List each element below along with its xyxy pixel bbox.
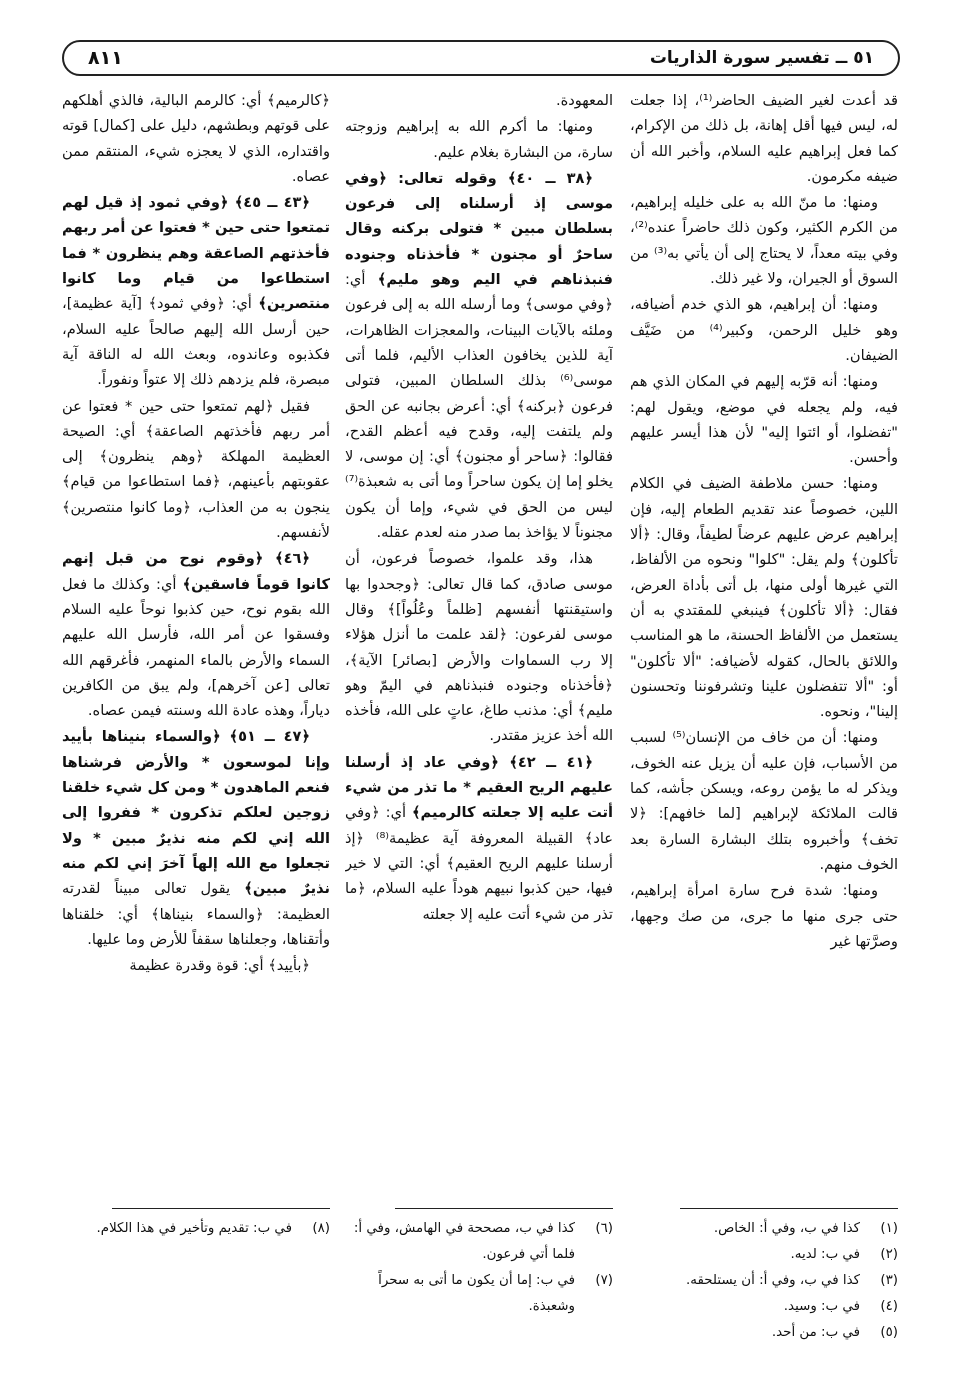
footnotes-left <box>62 1216 330 1242</box>
paragraph: ﴿كالرميم﴾ أي: كالرمم البالية، فالذي أهلكهم على قوتهم وبطشهم، دليل على [كمال] قوته واقتداره، الذي لا يعجزه شيء، المنتقم ممن عصاه. <box>62 92 330 185</box>
page-number: ٨١١ <box>88 47 123 69</box>
footnote <box>630 1268 898 1294</box>
footnote-text: كذا في ب، وفي أ: أن يستلحقه. <box>686 1273 860 1288</box>
paragraph <box>62 190 330 392</box>
footnote-number: (٤) <box>880 1299 898 1314</box>
footnote-number: (٥) <box>880 1325 898 1340</box>
footnote <box>630 1294 898 1320</box>
footnote-number: (٦) <box>595 1221 613 1236</box>
surah-title: ٥١ ــ تفسير سورة الذاريات <box>649 48 874 68</box>
footnote-number: (٧) <box>595 1273 613 1288</box>
footnote-text: في ب: لديه. <box>790 1247 860 1262</box>
commentary-text: أي: ﴿وفي موسى﴾ وما أرسله الله به إلى فرعون وملئه بالآيات البينات، والمعجزات الظاهرات، آية للذين يخافون العذاب الأليم، فلما أتى موسى⁽⁶⁾ بذلك السلطان المبين، فتولى فرعون ﴿بركنه﴾ أي: أعرض بجانبه عن الحق ولم يلتفت إليه، وقدح فيه أعظم القدح، فقالوا: ﴿ساحر أو مجنون﴾ أي: إن موسى، لا يخلو إما إن يكون ساحراً وما أتى به شعبذة⁽⁷⁾ ليس من الحق في شيء، وإما أن يكون مجنوناً لا يؤاخذ بما صدر منه لعدم عقله. <box>345 271 613 542</box>
paragraph <box>345 750 613 927</box>
footnote-rule <box>395 1208 613 1209</box>
footnote <box>630 1242 898 1268</box>
footnote-text: في ب: من أحد. <box>771 1325 860 1340</box>
footnote-text: في ب: تقديم وتأخير في هذا الكلام. <box>96 1221 292 1236</box>
commentary-text: أي: ﴿وفي عاد﴾ القبيلة المعروفة آية عظيمة⁽⁸⁾ ﴿إذ أرسلنا عليهم الريح العقيم﴾ أي: التي لا خير فيها، حين كذبوا نبيهم هوداً عليه السلام، ﴿ما تذر من شيء أتت عليه إلا جعلته <box>345 804 613 923</box>
paragraph: ومنها: ما منّ الله به على خليله إبراهيم، من الكرم الكثير، وكون ذلك حاضراً عنده⁽²⁾، وفي بيته معداً، لا يحتاج إلى أن يأتي به⁽³⁾ من السوق أو الجيران، ولا غير ذلك. <box>630 194 898 288</box>
verse-text: ﴿٤٦﴾ ﴿وقوم نوح من قبل إنهم كانوا قوماً فاسقين﴾ <box>62 550 330 593</box>
footnote-text: في ب: إما أن يكون ما أتى به سحراً وشعبذة. <box>378 1273 575 1314</box>
footnotes-right <box>630 1216 898 1346</box>
footnote-text: في ب: وسيد. <box>783 1299 860 1314</box>
paragraph: ومنها: ما أكرم الله به إبراهيم وزوجته سارة، من البشارة بغلام عليم. <box>345 118 613 161</box>
page-header <box>62 40 900 76</box>
verse-text: ﴿٤١ ــ ٤٢﴾ ﴿وفي عاد إذ أرسلنا عليهم الريح العقيم * ما تذر من شيء أتت عليه إلا جعلته كالرميم﴾ <box>345 753 613 822</box>
footnote <box>62 1216 330 1242</box>
footnote-number: (١) <box>880 1221 898 1236</box>
footnote-text: كذا في ب، وفي أ: الخاص. <box>713 1221 860 1236</box>
paragraph: ومنها: شدة فرح سارة امرأة إبراهيم، حتى جرى منها ما جرى، من صك وجهها، وصرَّتها غير <box>630 882 898 950</box>
footnote-rule <box>680 1208 898 1209</box>
footnotes-middle <box>345 1216 613 1320</box>
commentary-text: أي: وكذلك ما فعل الله بقوم نوح، حين كذبوا نوحاً عليه السلام وفسقوا عن أمر الله، فأرسل الله عليهم السماء والأرض بالماء المنهمر، فأغرقهم الله تعالى [عن آخرهم]، ولم يبق من الكافرين دياراً، وهذه عادة الله وسنته فيمن عصاه. <box>62 575 330 720</box>
paragraph <box>345 166 613 545</box>
paragraph: ومنها: أن من خاف من الإنسان⁽⁵⁾ لسبب من الأسباب، فإن عليه أن يزيل عنه الخوف، ويذكر له ما يؤمن روعه، ويسكن جأشه، كما قالت الملائكة لإبراهيم [لما خافهم]: ﴿لا تخف﴾ وأخبروه بتلك البشارة السارة بعد الخوف منهم. <box>630 729 898 873</box>
column-right <box>630 88 898 1200</box>
footnote <box>345 1268 613 1320</box>
paragraph: قد أعدت لغير الضيف الحاضر⁽¹⁾، إذا جعلت له، ليس فيها أقل إهانة، بل ذلك من الإكرام، كما فعل إبراهيم عليه السلام، وأخبر الله أن ضيفه مكرمون. <box>630 92 898 185</box>
footnote <box>630 1216 898 1242</box>
commentary-text: يقول تعالى مبيناً لقدرته العظيمة: ﴿والسماء بنيناها﴾ أي: خلقناها وأتقناها، وجعلناها سقفاً للأرض وما عليها. <box>62 880 330 948</box>
footnote <box>630 1320 898 1346</box>
paragraph: هذا، وقد علموا، خصوصاً فرعون، أن موسى صادق، كما قال تعالى: ﴿وجحدوا بها واستيقنتها أنفسهم [ظلماً وعُلُواً]﴾ وقال موسى لفرعون: ﴿لقد علمت ما أنزل هؤلاء إلا رب السماوات والأرض [بصائر] الآية﴾، ﴿فأخذناه وجنوده فنبذناهم في اليمّ وهو مليم﴾ أي: مذنب طاغ، عاتٍ على الله، فأخذه الله أخذ عزيز مقتدر. <box>345 550 613 745</box>
paragraph: ومنها: أن إبراهيم، هو الذي خدم أضيافه، وهو خليل الرحمن، وكبير⁽⁴⁾ من ضَيَّف الضيفان. <box>630 296 898 364</box>
paragraph: ﴿بأييد﴾ أي: قوة وقدرة عظيمة <box>129 957 310 975</box>
paragraph <box>62 546 330 723</box>
footnote-rule <box>112 1208 330 1209</box>
footnote-text: كذا في ب، مصححة في الهامش، وفي أ: فلما أتي فرعون. <box>353 1221 575 1262</box>
footnote-number: (٨) <box>312 1221 330 1236</box>
paragraph: المعهودة. <box>555 92 613 109</box>
commentary-text: أي: ﴿وفي ثمود﴾ [آية عظيمة]، حين أرسل الله إليهم صالحاً عليه السلام، فكذبوه وعاندوه، وبعث الله له الناقة آية مبصرة، فلم يزدهم ذلك إلا عتواً ونفوراً. <box>62 295 330 389</box>
verse-text: ﴿٣٨ ــ ٤٠﴾ وقوله تعالى: ﴿وفي موسى إذ أرسلناه إلى فرعون بسلطان مبين * فتولى بركنه وقال ساحرٌ أو مجنون * فأخذناه وجنوده فنبذناهم في اليم وهو مليم﴾ <box>345 169 613 289</box>
paragraph: ومنها: أنه قرّبه إليهم في المكان الذي هم فيه، ولم يجعله في موضع، ويقول لهم: "تفضلوا، أو ائتوا إليه" لأن هذا أيسر عليهم وأحسن. <box>630 373 898 467</box>
verse-text: ﴿٤٧ ــ ٥١﴾ ﴿والسماء بنيناها بأييد وإنا لموسعون * والأرض فرشناها فنعم الماهدون * ومن كل شيء خلقنا زوجين لعلكم تذكرون * ففروا إلى الله إني لكم منه نذيرٌ مبين * ولا تجعلوا مع الله إلهاً آخرَ إني لكم منه نذيرٌ مبين﴾ <box>62 728 330 898</box>
paragraph <box>62 724 330 952</box>
column-middle <box>345 88 613 1200</box>
footnote <box>345 1216 613 1268</box>
verse-text: ﴿٤٣ ــ ٤٥﴾ ﴿وفي ثمود إذ قيل لهم تمتعوا حتى حين * فعتوا عن أمر ربهم فأخذتهم الصاعقة وهم ينظرون * فما استطاعوا من قيام وما كانوا منتصرين﴾ <box>62 194 330 313</box>
column-left <box>62 88 330 1200</box>
footnote-number: (٢) <box>880 1247 898 1262</box>
paragraph: ومنها: حسن ملاطفة الضيف في الكلام اللين، خصوصاً عند تقديم الطعام إليه، فإن إبراهيم عرض عليهم عرضاً لطيفاً، وقال: ﴿ألا تأكلون﴾ ولم يقل: "كلوا" ونحوه من الألفاظ، التي غيرها أولى منها، بل أتى بأداة العرض، فقال: ﴿ألا تأكلون﴾ فينبغي للمقتدي به أن يستعمل من الألفاظ الحسنة، ما هو المناسب واللائق بالحال، كقوله لأضيافه: "ألا تأكلون" أو: "ألا تتفضلون علينا وتشرفوننا وتحسنون إلينا"، ونحوه. <box>630 475 898 721</box>
paragraph: فقيل ﴿لهم تمتعوا حتى حين * فعتوا عن أمر ربهم فأخذتهم الصاعقة﴾ أي: الصيحة العظيمة المهلكة ﴿وهم ينظرون﴾ إلى عقوبتهم بأعينهم، ﴿فما استطاعوا من قيام﴾ ينجون به من العذاب، ﴿وما كانوا منتصرين﴾ لأنفسهم. <box>62 397 330 542</box>
footnote-number: (٣) <box>880 1273 898 1288</box>
